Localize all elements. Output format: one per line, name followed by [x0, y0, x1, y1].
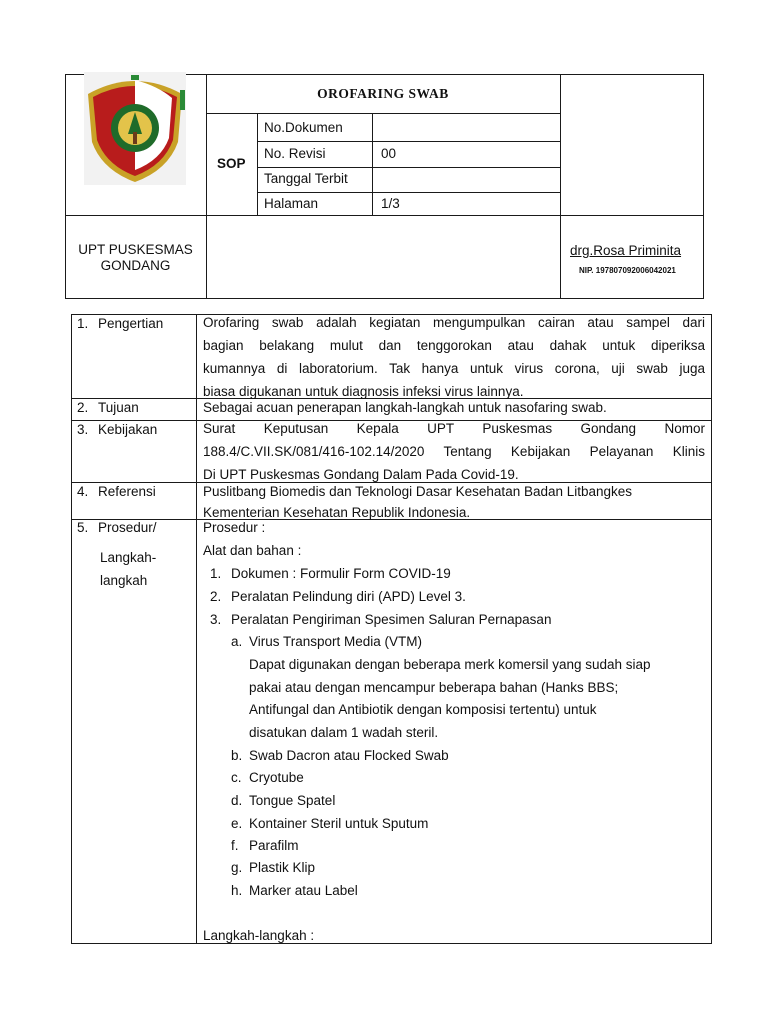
- field-value-no-revisi: 00: [381, 146, 397, 161]
- signatory-name: drg.Rosa Priminita: [570, 243, 682, 258]
- pengertian-line-1: Orofaring swab adalah kegiatan mengumpulkan cairan atau sampel dari: [203, 315, 705, 330]
- document-title: OROFARING SWAB: [317, 86, 449, 101]
- field-label-tanggal-terbit: Tanggal Terbit: [264, 171, 348, 186]
- sublist-text: disatukan dalam 1 wadah steril.: [249, 725, 439, 740]
- section-label-prosedur-line1: Prosedur/: [98, 520, 157, 535]
- kebijakan-line-3: Di UPT Puskesmas Gondang Dalam Pada Covid-19.: [203, 467, 519, 482]
- kebijakan-line-2: 188.4/C.VII.SK/081/416-102.14/2020 Tentang Kebijakan Pelayanan Klinis: [203, 444, 705, 459]
- section-number-kebijakan: 3.: [77, 422, 89, 437]
- sublist-text: pakai atau dengan mencampur beberapa bahan (Hanks BBS;: [249, 680, 619, 695]
- sublist-text: Tongue Spatel: [249, 793, 336, 808]
- pengertian-line-3: kumannya di laboratorium. Tak hanya untuk virus corona, uji swab juga: [203, 361, 705, 376]
- section-number-referensi: 4.: [77, 484, 89, 499]
- sublist-letter: f.: [231, 838, 239, 853]
- logo: [84, 72, 186, 185]
- list-item-number: 2.: [210, 589, 222, 604]
- sublist-text: Swab Dacron atau Flocked Swab: [249, 748, 449, 763]
- section-label-prosedur-line3: langkah: [100, 573, 148, 588]
- sublist-text: Virus Transport Media (VTM): [249, 634, 423, 649]
- langkah-heading: Langkah-langkah :: [203, 928, 315, 943]
- field-label-halaman: Halaman: [264, 196, 319, 211]
- list-item-number: 1.: [210, 566, 222, 581]
- section-label-pengertian: Pengertian: [98, 316, 164, 331]
- field-label-no-dokumen: No.Dokumen: [264, 120, 343, 135]
- sublist-letter: g.: [231, 860, 243, 875]
- list-item-number: 3.: [210, 612, 222, 627]
- sublist-text: Plastik Klip: [249, 860, 316, 875]
- institution-name-line1: UPT PUSKESMAS: [78, 242, 193, 257]
- regency-crest-icon: [84, 72, 186, 185]
- signatory-nip: NIP. 197807092006042021: [579, 266, 676, 275]
- section-label-tujuan: Tujuan: [98, 400, 139, 415]
- field-value-halaman: 1/3: [381, 196, 400, 211]
- tujuan-text: Sebagai acuan penerapan langkah-langkah untuk nasofaring swab.: [203, 400, 607, 415]
- list-item-text: Peralatan Pelindung diri (APD) Level 3.: [231, 589, 466, 604]
- section-number-pengertian: 1.: [77, 316, 89, 331]
- referensi-line-2: Kementerian Kesehatan Republik Indonesia.: [203, 505, 471, 520]
- sublist-letter: e.: [231, 816, 243, 831]
- sublist-text: Cryotube: [249, 770, 304, 785]
- field-label-no-revisi: No. Revisi: [264, 146, 326, 161]
- sublist-letter: c.: [231, 770, 242, 785]
- sop-label: SOP: [217, 156, 246, 171]
- sublist-text: Antifungal dan Antibiotik dengan komposisi tertentu) untuk: [249, 702, 597, 717]
- pengertian-line-2: bagian belakang mulut dan tenggorokan atau dahak untuk diperiksa: [203, 338, 705, 353]
- alat-bahan-heading: Alat dan bahan :: [203, 543, 302, 558]
- list-item-text: Dokumen : Formulir Form COVID-19: [231, 566, 451, 581]
- sublist-text: Kontainer Steril untuk Sputum: [249, 816, 429, 831]
- list-item-text: Peralatan Pengiriman Spesimen Saluran Pernapasan: [231, 612, 552, 627]
- sublist-letter: a.: [231, 634, 243, 649]
- section-label-prosedur-line2: Langkah-: [100, 550, 157, 565]
- section-number-prosedur: 5.: [77, 520, 89, 535]
- institution-name-line2: GONDANG: [100, 258, 171, 273]
- sublist-letter: b.: [231, 748, 243, 763]
- section-label-kebijakan: Kebijakan: [98, 422, 158, 437]
- prosedur-heading: Prosedur :: [203, 520, 266, 535]
- pengertian-line-4: biasa digukanan untuk diagnosis infeksi virus lainnya.: [203, 384, 524, 399]
- sublist-letter: d.: [231, 793, 243, 808]
- section-label-referensi: Referensi: [98, 484, 156, 499]
- section-number-tujuan: 2.: [77, 400, 89, 415]
- sublist-text: Dapat digunakan dengan beberapa merk komersil yang sudah siap: [249, 657, 651, 672]
- sublist-text: Parafilm: [249, 838, 299, 853]
- sublist-letter: h.: [231, 883, 243, 898]
- sublist-text: Marker atau Label: [249, 883, 358, 898]
- kebijakan-line-1: Surat Keputusan Kepala UPT Puskesmas Gondang Nomor: [203, 421, 705, 436]
- referensi-line-1: Puslitbang Biomedis dan Teknologi Dasar Kesehatan Badan Litbangkes: [203, 484, 633, 499]
